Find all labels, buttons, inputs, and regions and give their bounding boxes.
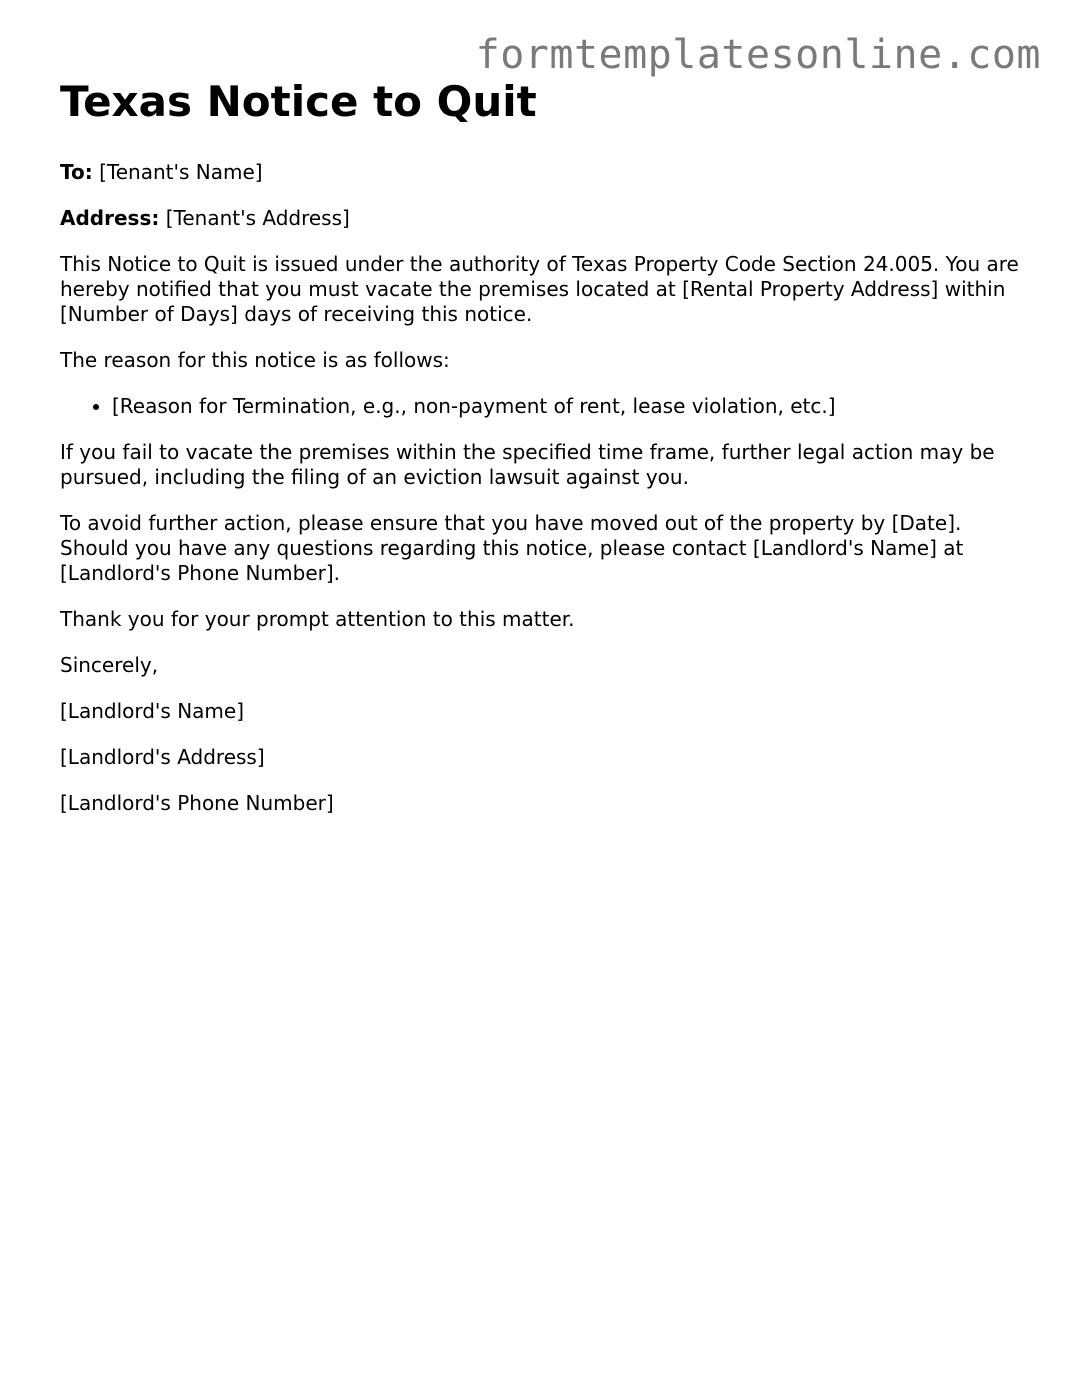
closing-salutation: Sincerely, xyxy=(60,653,159,677)
tenant-name-placeholder: [Tenant's Name] xyxy=(99,160,263,184)
landlord-name: [Landlord's Name] xyxy=(60,699,245,723)
to-label: To: xyxy=(60,160,93,184)
to-line xyxy=(60,160,1020,185)
address-line xyxy=(60,206,1020,231)
notice-document xyxy=(60,74,1020,837)
avoid-paragraph: To avoid further action, please ensure that you have moved out of the property by [Date]. Should you have any questions regarding this notice, please contact [Landlord's Name] at [Landlord's Phone Number]. xyxy=(60,511,964,585)
reason-intro: The reason for this notice is as follows: xyxy=(60,348,450,372)
thanks-paragraph: Thank you for your prompt attention to this matter. xyxy=(60,607,575,631)
list-item: • [Reason for Termination, e.g., non-payment of rent, lease violation, etc.] xyxy=(112,394,1020,419)
watermark-text: formtemplatesonline.com xyxy=(475,32,1041,78)
tenant-address-placeholder: [Tenant's Address] xyxy=(165,206,350,230)
failure-paragraph: If you fail to vacate the premises within the specified time frame, further legal action may be pursued, including the filing of an eviction lawsuit against you. xyxy=(60,440,995,489)
authority-paragraph: This Notice to Quit is issued under the authority of Texas Property Code Section 24.005. You are hereby notified that you must vacate the premises located at [Rental Property Address] within [Number of Days] days of receiving this notice. xyxy=(60,252,1019,326)
landlord-address: [Landlord's Address] xyxy=(60,745,265,769)
address-label: Address: xyxy=(60,206,160,230)
landlord-phone: [Landlord's Phone Number] xyxy=(60,791,334,815)
reason-list xyxy=(60,394,1020,419)
page-title: Texas Notice to Quit xyxy=(60,77,537,126)
